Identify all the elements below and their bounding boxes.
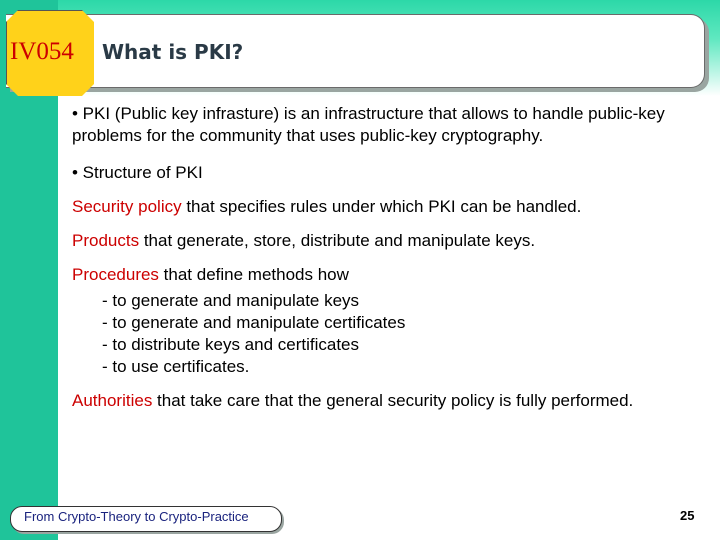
course-code: IV054 [10, 38, 74, 65]
term-procedures: Procedures [72, 265, 159, 284]
desc-products: that generate, store, distribute and manipulate keys. [139, 231, 536, 250]
procedures-list [102, 290, 702, 378]
component-procedures [72, 264, 702, 286]
bullet-pki-definition: • PKI (Public key infrasture) is an infrastructure that allows to handle public-key problems for the community that uses public-key cryptography. [72, 104, 665, 145]
footer-text: From Crypto-Theory to Crypto-Practice [24, 509, 249, 524]
procedure-item: - to use certificates. [102, 357, 250, 376]
desc-procedures: that define methods how [158, 265, 349, 284]
component-security-policy [72, 196, 702, 218]
term-authorities: Authorities [72, 391, 153, 410]
component-products [72, 230, 702, 252]
slide-title: What is PKI? [102, 40, 244, 64]
component-authorities [72, 390, 702, 412]
desc-security-policy: that specifies rules under which PKI can be handled. [181, 197, 582, 216]
desc-authorities: that take care that the general security policy is fully performed. [152, 391, 634, 410]
bullet-pki-structure: • Structure of PKI [72, 163, 203, 182]
page-number: 25 [680, 508, 695, 523]
procedure-item: - to generate and manipulate keys [102, 291, 360, 310]
procedure-item: - to distribute keys and certificates [102, 335, 360, 354]
term-security-policy: Security policy [72, 197, 182, 216]
term-products: Products [72, 231, 140, 250]
slide-content [72, 103, 702, 412]
procedure-item: - to generate and manipulate certificates [102, 313, 406, 332]
